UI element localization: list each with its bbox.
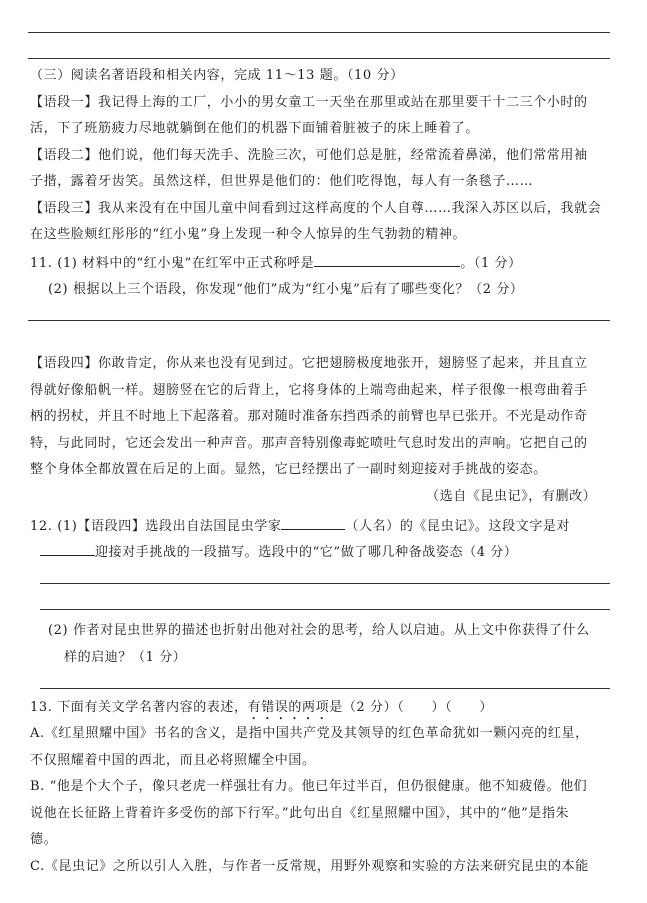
q13-option-c-line1: C.《昆虫记》之所以引人入胜，与作者一反常规，用野外观察和实验的方法来研究昆虫的本能 <box>30 859 589 874</box>
q12-subject-blank[interactable] <box>40 543 95 556</box>
answer-line <box>40 583 610 584</box>
q13-stem-score: 是（2 分）（ ）（ ） <box>329 700 494 715</box>
q12-name-blank[interactable] <box>281 517 345 530</box>
q12-part1-text: 12. (1)【语段四】选段出自法国昆虫学家 <box>30 519 282 534</box>
q12-part1-line2 <box>40 543 518 561</box>
para3-line2: 在这些脸颊红彤彤的“红小鬼”身上发现一种令人惊异的生气勃勃的精神。 <box>30 227 467 242</box>
section-title: （三）阅读名著语段和相关内容，完成 11～13 题。（10 分） <box>30 68 404 83</box>
para3-line1: 【语段三】我从来没有在中国儿童中间看到过这样高度的个人自尊……我深入苏区以后，我就会 <box>30 201 602 216</box>
answer-line <box>40 688 610 689</box>
para1-line1: 【语段一】我记得上海的工厂，小小的男女童工一天坐在那里或站在那里要干十二三个小时的 <box>30 95 588 110</box>
q11-part1-score: 。（1 分） <box>460 256 522 271</box>
q11-part2: (2) 根据以上三个语段，你发现“他们”成为“红小鬼”后有了哪些变化？（2 分） <box>48 282 524 297</box>
para4-line4: 特，与此同时，它还会发出一种声音。那声音特别像毒蛇喷吐气息时发出的声响。它把自己的 <box>30 436 588 451</box>
para2-line2: 子揩，露着牙齿笑。虽然这样，但世界是他们的：他们吃得饱，每人有一条毯子…… <box>30 174 534 189</box>
para4-line1: 【语段四】你敢肯定，你从来也没有见到过。它把翅膀极度地张开，翅膀竖了起来，并且直立 <box>30 356 588 371</box>
para2-line1: 【语段二】他们说，他们每天洗手、洗脸三次，可他们总是脏，经常流着鼻涕，他们常常用袖 <box>30 148 588 163</box>
q12-part1-line2-text: 迎接对手挑战的一段描写。选段中的“它”做了哪几种备战姿态（4 分） <box>95 545 518 560</box>
q12-part2-line1: (2) 作者对昆虫世界的描述也折射出他对社会的思考，给人以启迪。从上文中你获得了什么 <box>48 623 590 638</box>
q13-option-b-line2: 说他在长征路上背着许多受伤的部下行军。”此句出自《红星照耀中国》，其中的“他”是指朱 <box>30 806 570 821</box>
q12-part2-line2: 样的启迪？（1 分） <box>64 650 187 665</box>
q12-part1-cont: （人名）的《昆虫记》。这段文字是对 <box>345 519 571 534</box>
q13-option-a-line1: A.《红星照耀中国》书名的含义，是指中国共产党及其领导的红色革命犹如一颗闪亮的红星， <box>30 726 589 741</box>
answer-line <box>28 58 610 59</box>
answer-line <box>28 320 610 321</box>
q13-option-a-line2: 不仅照耀着中国的西北，而且必将照耀全中国。 <box>30 753 316 768</box>
para4-line3: 柄的拐杖，并且不时地上下起落着。那对随时准备东挡西杀的前臂也早已张开。不光是动作奇 <box>30 409 588 424</box>
q11-answer-blank[interactable] <box>314 254 460 267</box>
q13-option-b-line3: 德。 <box>30 832 58 847</box>
q12-part1 <box>30 517 570 535</box>
para1-line2: 活，下了班筋疲力尽地就躺倒在他们的机器下面铺着脏被子的床上睡着了。 <box>30 121 479 136</box>
q13-emphasis: 有错误的两项 <box>247 700 330 715</box>
q11-part1 <box>30 254 522 272</box>
answer-line <box>28 32 610 33</box>
q11-part1-text: 11. (1) 材料中的“红小鬼”在红军中正式称呼是 <box>30 256 315 271</box>
q13-stem <box>30 700 493 723</box>
para4-line5: 整个身体全都放置在后足的上面。显然，它已经摆出了一副时刻迎接对手挑战的姿态。 <box>30 462 547 477</box>
answer-line <box>40 609 610 610</box>
para4-line2: 得就好像船帆一样。翅膀竖在它的后背上，它将身体的上端弯曲起来，样子很像一根弯曲着手 <box>30 383 588 398</box>
q13-option-b-line1: B. “他是个大个子，像只老虎一样强壮有力。他已年过半百，但仍很健康。他不知疲倦。他们 <box>30 779 588 794</box>
para4-source: （选自《昆虫记》，有删改） <box>426 489 597 504</box>
q13-stem-text: 13. 下面有关文学名著内容的表述， <box>30 700 248 715</box>
